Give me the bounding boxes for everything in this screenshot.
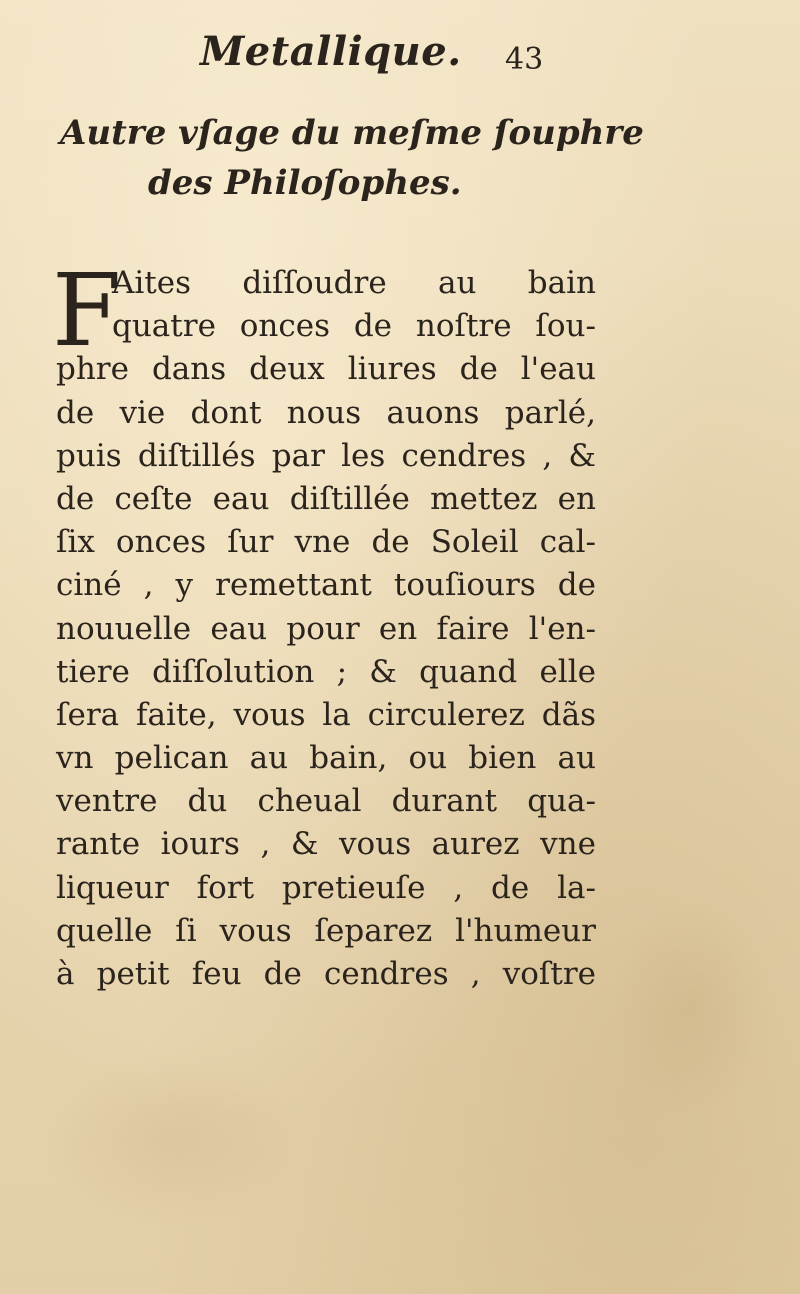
text-line: vn pelican au bain, ou bien au — [56, 740, 596, 777]
page-header — [0, 22, 800, 82]
heading-line: Autre vſage du meſme ſouphre — [60, 113, 644, 153]
text-line: quelle ſi vous ſeparez l'humeur — [56, 912, 596, 949]
section-heading — [60, 108, 680, 208]
drop-cap: F — [52, 252, 122, 369]
text-line: phre dans deux liures de l'eau — [56, 351, 596, 388]
heading-line: des Philoſophes. — [148, 163, 462, 203]
text-line: de ceſte eau diſtillée mettez en — [56, 480, 596, 517]
text-line: liqueur fort pretieuſe , de la- — [56, 869, 596, 906]
text-line: ſera faite, vous la circulerez dãs — [56, 696, 596, 733]
text-line: Aites diſſoudre au bain — [112, 265, 596, 301]
text-line: de vie dont nous auons parlé, — [56, 394, 596, 431]
text-line: quatre onces de noſtre ſou- — [112, 308, 596, 345]
text-line: nouuelle eau pour en faire l'en- — [56, 610, 596, 647]
running-title: Metallique. — [200, 28, 462, 75]
body-text — [56, 262, 596, 996]
text-line: ciné , y remettant touſiours de — [56, 567, 596, 604]
text-line: ventre du cheual durant qua- — [56, 783, 596, 820]
text-line: rante iours , & vous aurez vne — [56, 826, 596, 863]
text-line: puis diſtillés par les cendres , & — [56, 437, 596, 474]
text-line: ſix onces ſur vne de Soleil cal- — [56, 524, 596, 561]
paper-stain — [610, 900, 770, 1120]
paper-stain — [40, 1050, 300, 1230]
text-line: à petit feu de cendres , voſtre — [56, 956, 596, 992]
page-number: 43 — [505, 42, 544, 77]
text-line: tiere diſſolution ; & quand elle — [56, 653, 596, 690]
